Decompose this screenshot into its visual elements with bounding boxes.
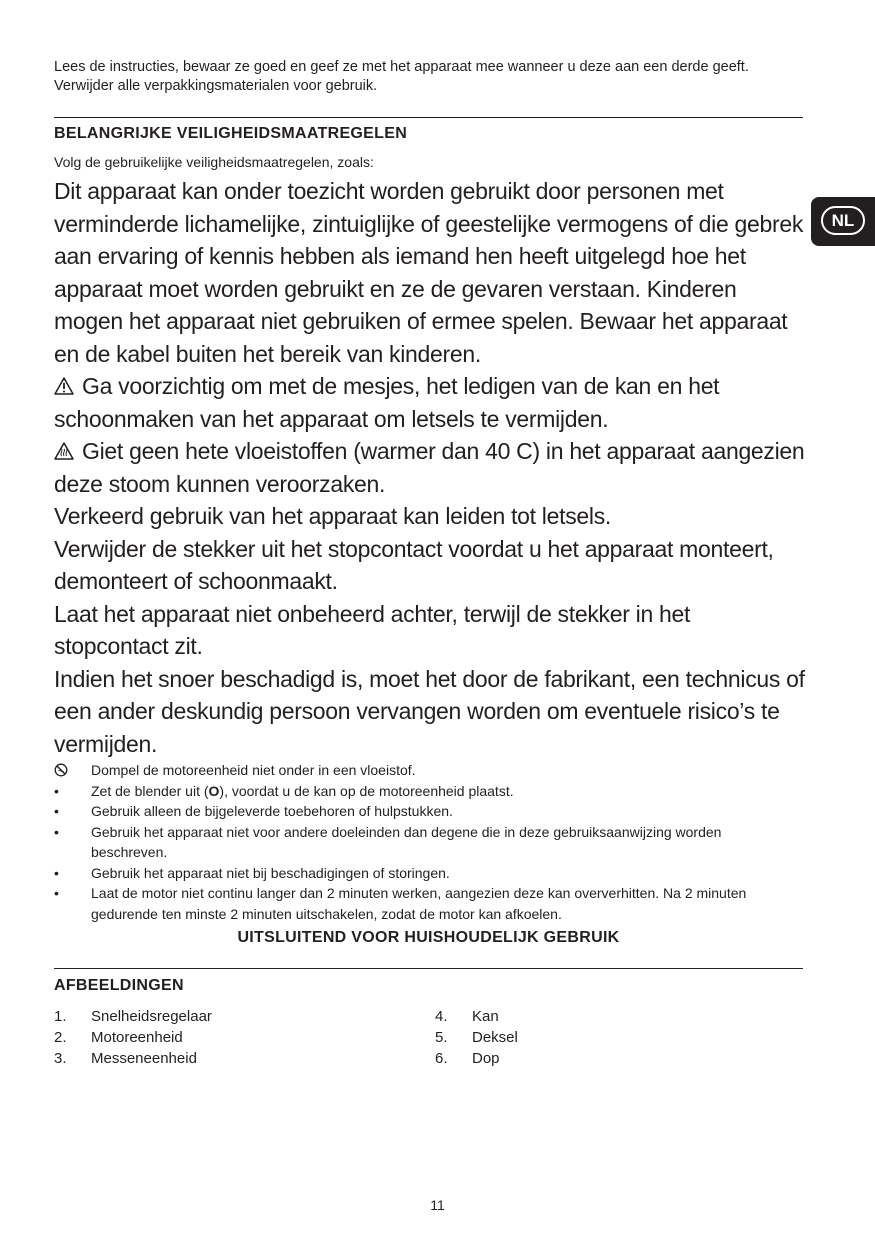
item-label: Deksel (472, 1029, 518, 1046)
list-item-text: Laat de motor niet continu langer dan 2 minuten werken, aangezien deze kan oververhitten. Na 2 minuten gedurende ten minste 2 minuten uitschakelen, zodat de motor kan afkoelen. (91, 885, 747, 922)
language-label: NL (821, 206, 865, 235)
item-label: Motoreenheid (91, 1029, 183, 1046)
figures-list-left (54, 1006, 212, 1069)
list-item (54, 822, 794, 863)
unattended-paragraph: Laat het apparaat niet onbeheerd achter, terwijl de stekker in het stopcontact zit. (54, 600, 691, 659)
figures-heading: AFBEELDINGEN (54, 977, 184, 994)
supervision-paragraph: Dit apparaat kan onder toezicht worden gebruikt door personen met verminderde lichamelijke, zintuiglijke of geestelijke vermogens of die gebrek aan ervaring of kennis hebben als iemand hen heeft uitgelegd hoe het apparaat moet worden gebruikt en ze de gevaren verstaan. Kinderen mogen het apparaat niet gebruiken of ermee spelen. Bewaar het apparaat en de kabel buiten het bereik van kinderen. (54, 178, 804, 367)
item-label: Kan (472, 1008, 499, 1025)
language-tab (811, 197, 875, 246)
warning-triangle-icon (54, 377, 74, 395)
section-divider (54, 117, 803, 118)
list-item (54, 760, 794, 781)
list-item-text: ), voordat u de kan op de motoreenheid plaatst. (219, 782, 514, 799)
list-item (54, 1048, 212, 1069)
item-number: 2. (54, 1029, 67, 1046)
list-item (54, 883, 794, 924)
household-notice: UITSLUITEND VOOR HUISHOUDELIJK GEBRUIK (237, 929, 620, 946)
page-number: 11 (430, 1197, 445, 1213)
list-item-text: Gebruik het apparaat niet voor andere doeleinden dan degene die in deze gebruiksaanwijzing worden beschreven. (91, 823, 722, 860)
figures-list-right (435, 1006, 518, 1069)
hot-liquid-text: Giet geen hete vloeistoffen (warmer dan 40 C) in het apparaat aangezien deze stoom kunnen veroorzaken. (54, 438, 805, 497)
hot-liquid-paragraph (54, 435, 806, 500)
item-number: 1. (54, 1008, 67, 1025)
item-label: Snelheidsregelaar (91, 1008, 212, 1025)
bullet: • (54, 823, 59, 840)
list-item (54, 801, 794, 822)
intro-text: Lees de instructies, bewaar ze goed en geef ze met het apparaat mee wanneer u deze aan een derde geeft. Verwijder alle verpakkingsmaterialen voor gebruik. (54, 59, 749, 94)
safety-heading: BELANGRIJKE VEILIGHEIDSMAATREGELEN (54, 125, 408, 142)
misuse-paragraph: Verkeerd gebruik van het apparaat kan leiden tot letsels. (54, 503, 611, 529)
safety-subtitle: Volg de gebruikelijke veiligheidsmaatregelen, zoals: (54, 154, 374, 170)
list-item (435, 1006, 518, 1027)
item-number: 3. (54, 1050, 67, 1067)
hot-liquid-warning-icon (54, 442, 74, 460)
no-immerse-icon (54, 763, 68, 777)
list-item (54, 781, 794, 802)
bullet: • (54, 885, 59, 901)
blades-paragraph (54, 370, 806, 435)
list-item-text: Gebruik alleen de bijgeleverde toebehoren of hulpstukken. (91, 803, 453, 819)
bullet: • (54, 864, 59, 881)
list-item (54, 1027, 212, 1048)
off-symbol: O (208, 782, 220, 799)
cord-paragraph: Indien het snoer beschadigd is, moet het door de fabrikant, een technicus of een ander deskundig persoon vervangen worden om eventuele risico’s te vermijden. (54, 665, 805, 757)
blades-text: Ga voorzichtig om met de mesjes, het ledigen van de kan en het schoonmaken van het apparaat om letsels te vermijden. (54, 373, 720, 432)
list-item (54, 1006, 212, 1027)
item-number: 4. (435, 1008, 448, 1025)
item-label: Dop (472, 1050, 500, 1067)
bullet: • (54, 803, 59, 819)
item-label: Messeneenheid (91, 1050, 197, 1067)
unplug-paragraph: Verwijder de stekker uit het stopcontact voordat u het apparaat monteert, demonteert of schoonmaakt. (54, 535, 774, 594)
list-item-text: Gebruik het apparaat niet bij beschadigingen of storingen. (91, 864, 450, 881)
safety-list (54, 760, 794, 924)
section-divider (54, 968, 803, 969)
safety-paragraphs (54, 175, 806, 760)
item-number: 5. (435, 1029, 448, 1046)
item-number: 6. (435, 1050, 448, 1067)
bullet: • (54, 782, 59, 799)
list-item (435, 1048, 518, 1069)
list-item (435, 1027, 518, 1048)
list-item-text: Zet de blender uit ( (91, 782, 209, 799)
list-item (54, 863, 794, 884)
list-item-text: Dompel de motoreenheid niet onder in een vloeistof. (91, 762, 416, 778)
